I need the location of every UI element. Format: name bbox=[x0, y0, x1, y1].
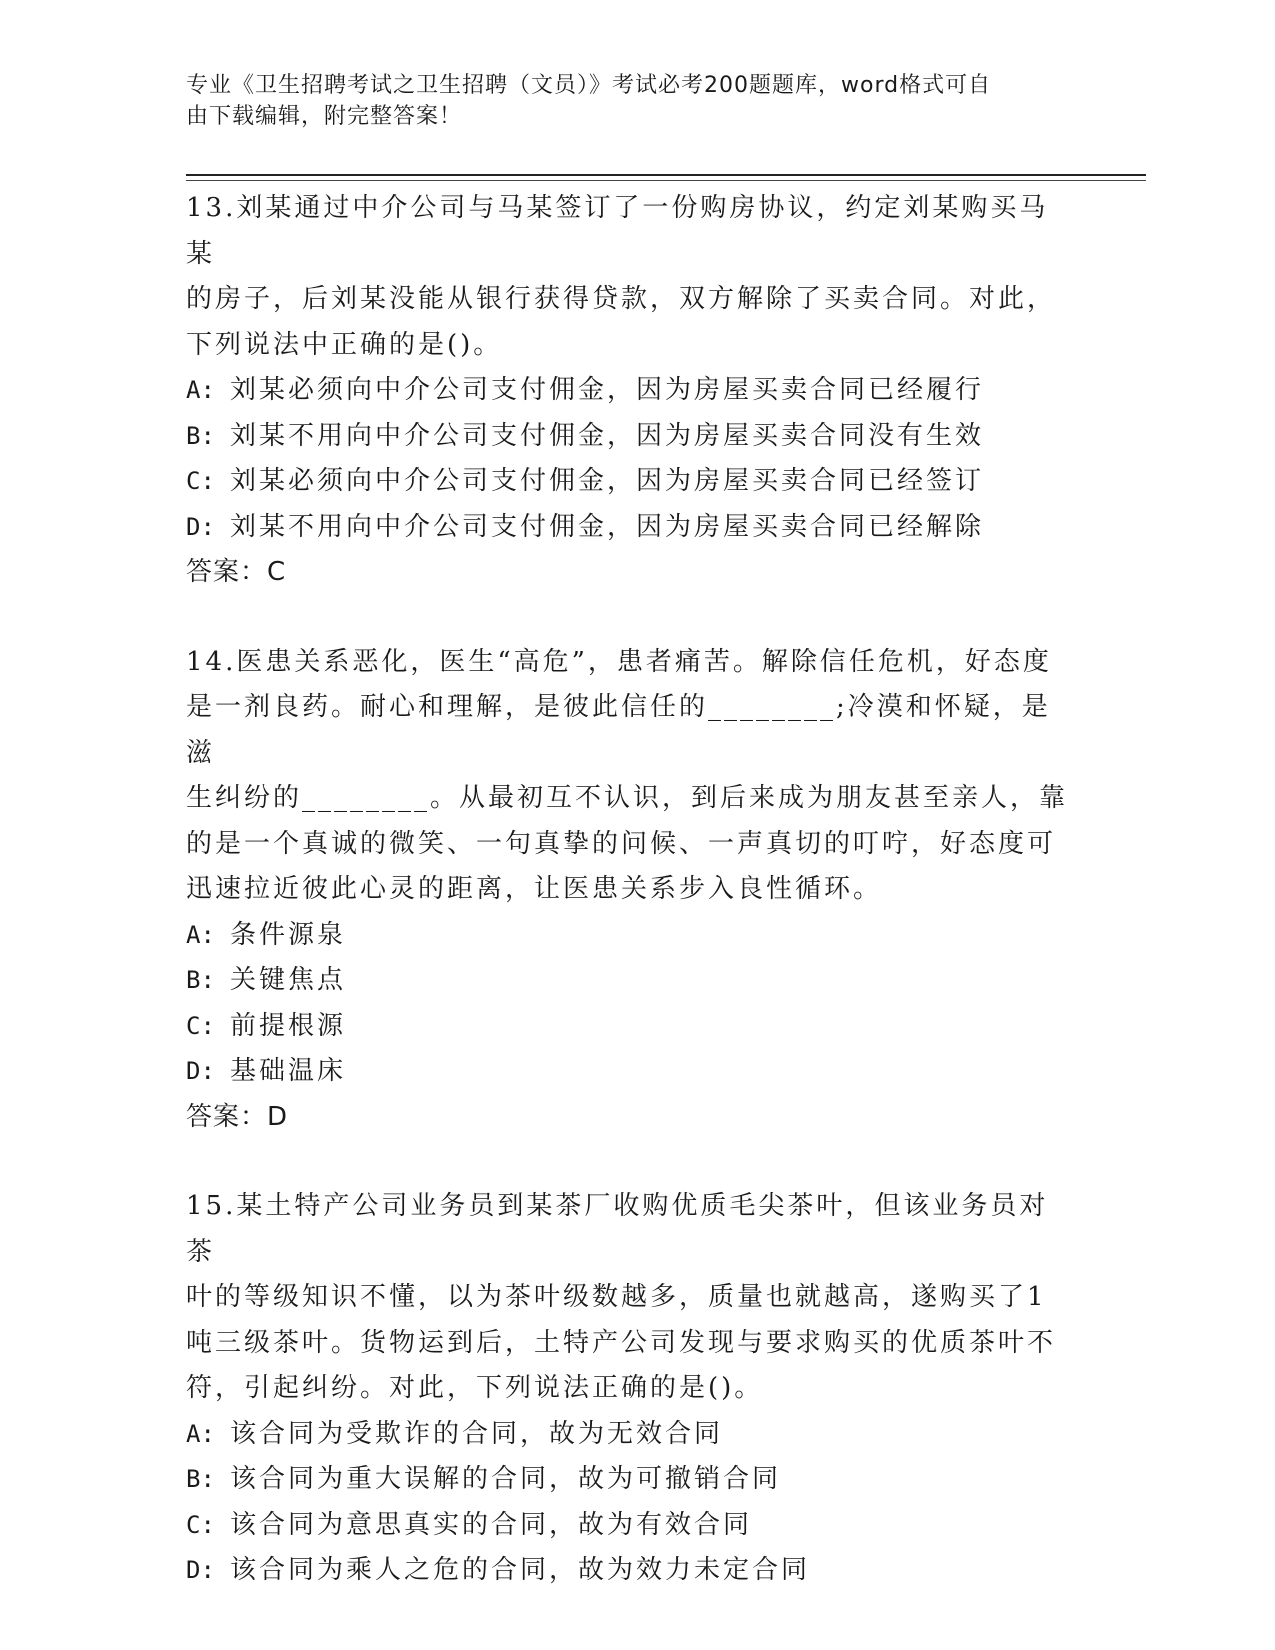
stem-line: 迅速拉近彼此心灵的距离，让医患关系步入良性循环。 bbox=[186, 874, 883, 904]
option-letter: C: bbox=[186, 1011, 215, 1040]
option-letter: A: bbox=[186, 920, 215, 949]
option-a bbox=[186, 913, 1076, 959]
document-header bbox=[186, 70, 1066, 132]
option-letter: D: bbox=[186, 512, 215, 541]
option-text: 前提根源 bbox=[230, 1010, 347, 1041]
stem-line: 下列说法中正确的是()。 bbox=[186, 329, 503, 360]
stem-line: 14.医患关系恶化，医生“高危”，患者痛苦。解除信任危机，好态度 bbox=[186, 646, 1052, 677]
stem-line: 叶的等级知识不懂，以为茶叶级数越多，质量也就越高，遂购买了1 bbox=[186, 1282, 1047, 1312]
option-text: 刘某必须向中介公司支付佣金，因为房屋买卖合同已经履行 bbox=[230, 375, 985, 405]
option-text: 刘某不用向中介公司支付佣金，因为房屋买卖合同已经解除 bbox=[230, 511, 985, 542]
option-text: 该合同为重大误解的合同，故为可撤销合同 bbox=[230, 1464, 782, 1494]
question-stem bbox=[186, 186, 1076, 368]
option-text: 基础温床 bbox=[230, 1056, 347, 1086]
option-text: 该合同为乘人之危的合同，故为效力未定合同 bbox=[230, 1555, 811, 1585]
stem-line: 的是一个真诚的微笑、一句真挚的问候、一声真切的叮咛，好态度可 bbox=[186, 828, 1057, 859]
option-b bbox=[186, 958, 1076, 1004]
option-letter: B: bbox=[186, 421, 215, 450]
option-b bbox=[186, 1457, 1076, 1503]
option-text: 该合同为受欺诈的合同，故为无效合同 bbox=[230, 1418, 724, 1449]
option-text: 刘某不用向中介公司支付佣金，因为房屋买卖合同没有生效 bbox=[230, 420, 985, 451]
option-letter: B: bbox=[186, 966, 215, 994]
option-letter: C: bbox=[186, 467, 215, 495]
stem-line: 的房子，后刘某没能从银行获得贷款，双方解除了买卖合同。对此， bbox=[186, 284, 1057, 314]
option-letter: D: bbox=[186, 1556, 215, 1584]
question-stem bbox=[186, 640, 1076, 913]
stem-line: 15.某土特产公司业务员到某茶厂收购优质毛尖茶叶，但该业务员对茶 bbox=[186, 1191, 1049, 1267]
option-a bbox=[186, 368, 1076, 414]
answer-line: 答案：D bbox=[186, 1101, 289, 1132]
option-letter: A: bbox=[186, 1419, 215, 1448]
option-letter: D: bbox=[186, 1057, 215, 1085]
question-14 bbox=[186, 640, 1076, 1141]
option-text: 该合同为意思真实的合同，故为有效合同 bbox=[230, 1509, 753, 1540]
question-15 bbox=[186, 1184, 1076, 1594]
option-letter: B: bbox=[186, 1465, 215, 1493]
option-text: 刘某必须向中介公司支付佣金，因为房屋买卖合同已经签订 bbox=[230, 466, 985, 496]
option-d bbox=[186, 1548, 1076, 1594]
option-letter: A: bbox=[186, 376, 215, 404]
stem-line: 吨三级茶叶。货物运到后，土特产公司发现与要求购买的优质茶叶不 bbox=[186, 1327, 1057, 1358]
question-stem bbox=[186, 1184, 1076, 1412]
question-list bbox=[186, 186, 1076, 1638]
option-b bbox=[186, 414, 1076, 460]
option-c bbox=[186, 459, 1076, 505]
question-13 bbox=[186, 186, 1076, 596]
option-d bbox=[186, 505, 1076, 551]
header-line-1: 专业《卫生招聘考试之卫生招聘（文员）》考试必考200题题库，word格式可自 bbox=[186, 73, 992, 98]
header-line-2: 由下载编辑，附完整答案！ bbox=[186, 104, 463, 129]
stem-line: 符，引起纠纷。对此，下列说法正确的是()。 bbox=[186, 1373, 764, 1403]
option-a bbox=[186, 1412, 1076, 1458]
option-c bbox=[186, 1503, 1076, 1549]
option-text: 条件源泉 bbox=[230, 919, 347, 950]
answer-line: 答案：C bbox=[186, 557, 287, 587]
stem-line: 13.刘某通过中介公司与马某签订了一份购房协议，约定刘某购买马某 bbox=[186, 193, 1049, 269]
header-divider-thick bbox=[186, 174, 1146, 176]
option-d bbox=[186, 1049, 1076, 1095]
header-divider-thin bbox=[186, 180, 1146, 181]
option-c bbox=[186, 1004, 1076, 1050]
stem-line: 是一剂良药。耐心和理解，是彼此信任的________;冷漠和怀疑，是滋 bbox=[186, 692, 1051, 768]
option-text: 关键焦点 bbox=[230, 965, 347, 995]
stem-line: 生纠纷的________。从最初互不认识，到后来成为朋友甚至亲人，靠 bbox=[186, 783, 1069, 813]
option-letter: C: bbox=[186, 1510, 215, 1539]
